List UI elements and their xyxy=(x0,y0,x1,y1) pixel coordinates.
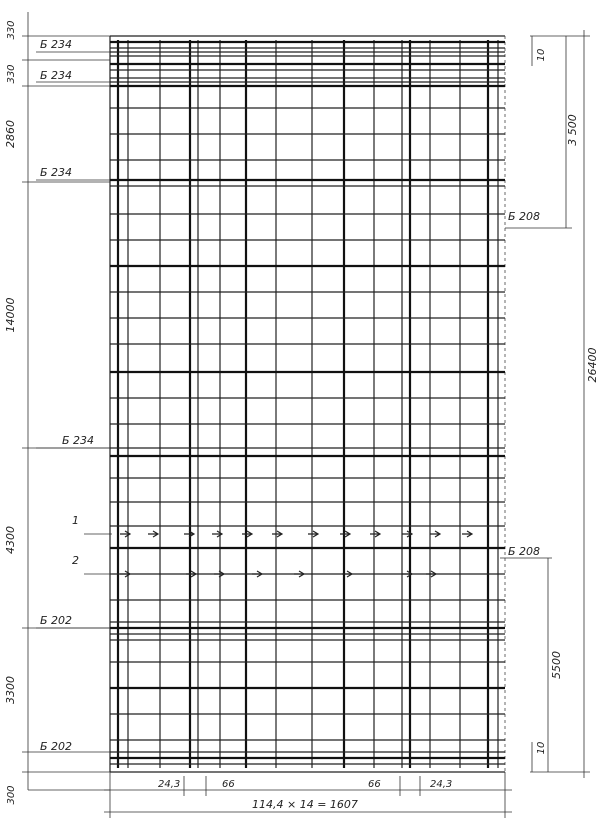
left-dim-2: 330 xyxy=(6,64,17,84)
arrow-marker xyxy=(148,531,158,537)
left-dimension-chain xyxy=(4,12,110,805)
left-bar-marks xyxy=(36,38,110,753)
right-mark-1: Б 208 xyxy=(508,210,541,223)
bottom-dim-1: 24,3 xyxy=(158,779,181,790)
right-dim-2: 3 500 xyxy=(566,114,579,146)
bottom-dim-2: 66 xyxy=(222,779,235,790)
bottom-dimension-chain xyxy=(28,772,512,818)
left-dim-3: 2860 xyxy=(4,120,17,148)
left-mark-5: Б 202 xyxy=(40,614,73,627)
right-dim-3: 26400 xyxy=(586,347,599,383)
row-1-arrows xyxy=(120,531,472,537)
right-mark-2: Б 208 xyxy=(508,545,541,558)
arrow-marker xyxy=(214,571,224,577)
arrow-marker xyxy=(370,531,380,537)
arrow-marker xyxy=(308,531,318,537)
row-marker-1: 1 xyxy=(72,514,79,527)
left-dim-5: 4300 xyxy=(4,526,17,554)
right-dimension-chains xyxy=(500,30,599,778)
left-mark-4: Б 234 xyxy=(62,434,95,447)
arrow-marker xyxy=(252,571,262,577)
right-dim-1: 10 xyxy=(536,48,547,62)
right-dim-5: 10 xyxy=(536,741,547,755)
row-markers xyxy=(72,514,472,577)
right-dim-4: 5500 xyxy=(550,651,563,679)
arrow-marker xyxy=(272,531,282,537)
left-dim-4: 14000 xyxy=(4,297,17,333)
bottom-total: 114,4 × 14 = 1607 xyxy=(252,798,358,811)
rebar-grid xyxy=(110,36,505,772)
arrow-marker xyxy=(430,531,440,537)
row-marker-2: 2 xyxy=(72,554,79,567)
left-mark-3: Б 234 xyxy=(40,166,73,179)
left-mark-2: Б 234 xyxy=(40,69,73,82)
left-dim-7: 300 xyxy=(6,785,17,805)
bottom-dim-4: 24,3 xyxy=(430,779,453,790)
arrow-marker xyxy=(462,531,472,537)
bottom-dim-3: 66 xyxy=(368,779,381,790)
left-dim-6: 3300 xyxy=(4,676,17,704)
left-dim-1: 330 xyxy=(6,20,17,40)
arrow-marker xyxy=(426,571,436,577)
arrow-marker xyxy=(294,571,304,577)
left-mark-6: Б 202 xyxy=(40,740,73,753)
left-mark-1: Б 234 xyxy=(40,38,73,51)
